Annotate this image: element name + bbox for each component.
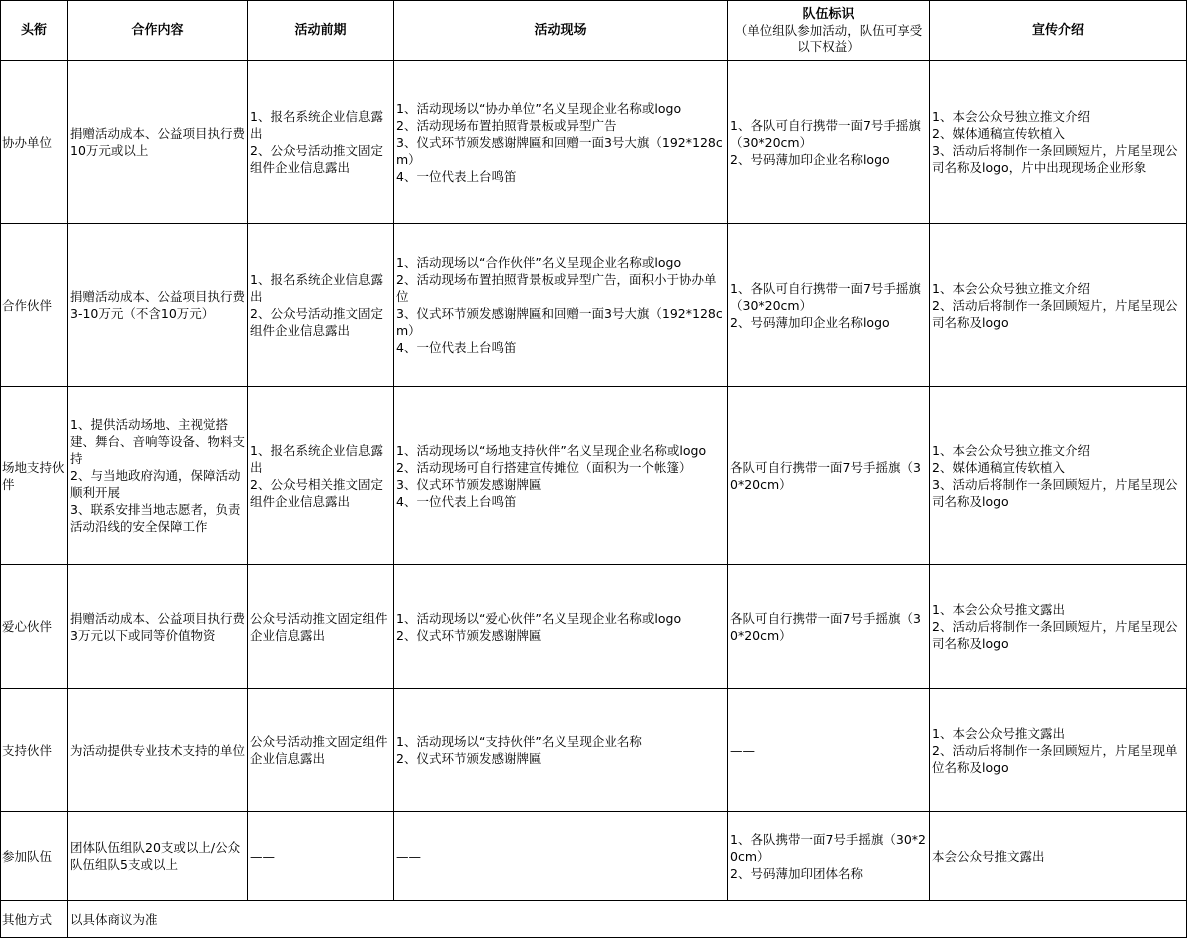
cell-line: 1、活动现场以“场地支持伙伴”名义呈现企业名称或logo <box>396 442 707 458</box>
cell-pre-event <box>248 61 394 224</box>
footer-content: 以具体商议为准 <box>68 901 1187 938</box>
row-title: 爱心伙伴 <box>1 565 68 689</box>
cell-pre-event <box>248 387 394 565</box>
cell-team-mark <box>728 565 930 689</box>
cell-line: 2、号码薄加印团体名称 <box>730 865 863 881</box>
cell-promotion <box>930 565 1187 689</box>
cell-line: 3、仪式环节颁发感谢牌匾和回赠一面3号大旗（192*128cm） <box>396 306 723 338</box>
cell-line: 2、活动现场布置拍照背景板或异型广告 <box>396 117 617 133</box>
table-row <box>1 812 1187 901</box>
cell-line: 2、仪式环节颁发感谢牌匾 <box>396 751 542 766</box>
cell-line: 1、各队携带一面7号手摇旗（30*20cm） <box>730 831 927 864</box>
cell-line: 捐赠活动成本、公益项目执行费3-10万元（不含10万元） <box>70 289 246 321</box>
cell-content <box>68 565 248 689</box>
cell-pre-event <box>248 565 394 689</box>
header-team-mark-note: （单位组队参加活动，队伍可享受以下权益） <box>734 23 923 54</box>
footer-title: 其他方式 <box>1 901 68 938</box>
header-title: 头衔 <box>1 1 68 61</box>
cell-line: 1、活动现场以“合作伙伴”名义呈现企业名称或logo <box>396 255 682 270</box>
cell-line: 公众号活动推文固定组件企业信息露出 <box>250 610 388 643</box>
header-pre-event: 活动前期 <box>248 1 394 61</box>
cell-line: 捐赠活动成本、公益项目执行费10万元或以上 <box>70 126 246 158</box>
cell-line: 1、本会公众号独立推文介绍 <box>932 280 1090 296</box>
cell-line: —— <box>250 848 275 864</box>
cell-line: 2、活动后将制作一条回顾短片，片尾呈现公司名称及logo <box>932 297 1178 330</box>
cell-line: 1、提供活动场地、主视觉搭建、舞台、音响等设备、物料支持 <box>70 417 246 466</box>
cell-team-mark <box>728 812 930 901</box>
cell-team-mark <box>728 61 930 224</box>
cell-line: 4、一位代表上台鸣笛 <box>396 493 517 509</box>
row-title: 场地支持伙伴 <box>1 387 68 565</box>
table-row <box>1 565 1187 689</box>
cell-line: 1、活动现场以“协办单位”名义呈现企业名称或logo <box>396 100 682 116</box>
cell-promotion <box>930 387 1187 565</box>
cell-line: 2、活动现场布置拍照背景板或异型广告，面积小于协办单位 <box>396 272 717 304</box>
row-title: 协办单位 <box>1 61 68 224</box>
cell-line: 1、各队可自行携带一面7号手摇旗（30*20cm） <box>730 280 921 313</box>
cell-content <box>68 61 248 224</box>
table-row <box>1 224 1187 387</box>
cell-line: 1、报名系统企业信息露出 <box>250 272 383 304</box>
cell-line: 公众号活动推文固定组件企业信息露出 <box>250 734 388 766</box>
cell-promotion <box>930 689 1187 812</box>
cell-line: 2、媒体通稿宣传软植入 <box>932 126 1065 141</box>
footer-row <box>1 901 1187 938</box>
cell-line: 2、媒体通稿宣传软植入 <box>932 459 1065 475</box>
cell-line: 1、活动现场以“爱心伙伴”名义呈现企业名称或logo <box>396 610 682 626</box>
cell-content <box>68 689 248 812</box>
table-row <box>1 61 1187 224</box>
header-promotion: 宣传介绍 <box>930 1 1187 61</box>
cell-line: 为活动提供专业技术支持的单位 <box>70 742 246 758</box>
cell-line: 3、联系安排当地志愿者，负责活动沿线的安全保障工作 <box>70 502 241 534</box>
cell-line: 3、仪式环节颁发感谢牌匾和回赠一面3号大旗（192*128cm） <box>396 134 723 167</box>
row-title: 合作伙伴 <box>1 224 68 387</box>
cell-line: 2、号码薄加印企业名称logo <box>730 151 890 167</box>
cell-pre-event <box>248 812 394 901</box>
cell-line: 1、报名系统企业信息露出 <box>250 109 383 141</box>
cell-line: —— <box>396 848 421 864</box>
cell-pre-event <box>248 689 394 812</box>
cell-line: 2、活动现场可自行搭建宣传摊位（面积为一个帐篷） <box>396 459 692 475</box>
cell-line: 4、一位代表上台鸣笛 <box>396 340 517 355</box>
cell-onsite <box>394 61 728 224</box>
cell-promotion <box>930 812 1187 901</box>
cell-line: 2、活动后将制作一条回顾短片，片尾呈现公司名称及logo <box>932 619 1178 651</box>
cell-onsite <box>394 812 728 901</box>
cell-line: 各队可自行携带一面7号手摇旗（30*20cm） <box>730 459 921 492</box>
cell-onsite <box>394 387 728 565</box>
cell-team-mark <box>728 689 930 812</box>
cell-line: 1、报名系统企业信息露出 <box>250 442 383 475</box>
cell-line: 2、公众号活动推文固定组件企业信息露出 <box>250 306 383 338</box>
cell-pre-event <box>248 224 394 387</box>
cell-content <box>68 812 248 901</box>
cell-line: 3、活动后将制作一条回顾短片，片尾呈现公司名称及logo <box>932 476 1178 509</box>
cell-line: 2、活动后将制作一条回顾短片，片尾呈现单位名称及logo <box>932 742 1178 775</box>
cell-line: —— <box>730 742 755 758</box>
cell-content <box>68 387 248 565</box>
cell-line: 2、仪式环节颁发感谢牌匾 <box>396 627 542 643</box>
cell-line: 捐赠活动成本、公益项目执行费3万元以下或同等价值物资 <box>70 610 246 643</box>
cell-promotion <box>930 224 1187 387</box>
cell-line: 1、本会公众号独立推文介绍 <box>932 442 1090 458</box>
table-row <box>1 387 1187 565</box>
cell-line: 2、号码薄加印企业名称logo <box>730 314 890 330</box>
cell-line: 3、活动后将制作一条回顾短片，片尾呈现公司名称及logo，片中出现现场企业形象 <box>932 143 1178 175</box>
cell-line: 团体队伍组队20支或以上/公众队伍组队5支或以上 <box>70 840 241 872</box>
cell-line: 1、各队可自行携带一面7号手摇旗（30*20cm） <box>730 117 921 150</box>
cell-line: 2、公众号活动推文固定组件企业信息露出 <box>250 143 383 175</box>
cell-line: 1、本会公众号推文露出 <box>932 725 1065 741</box>
header-onsite: 活动现场 <box>394 1 728 61</box>
cell-line: 1、本会公众号独立推文介绍 <box>932 109 1090 124</box>
cell-line: 4、一位代表上台鸣笛 <box>396 168 517 184</box>
row-title: 参加队伍 <box>1 812 68 901</box>
header-content: 合作内容 <box>68 1 248 61</box>
cell-team-mark <box>728 224 930 387</box>
cell-line: 本会公众号推文露出 <box>932 848 1045 864</box>
header-team-mark: 队伍标识 （单位组队参加活动，队伍可享受以下权益） <box>728 1 930 61</box>
cell-line: 各队可自行携带一面7号手摇旗（30*20cm） <box>730 610 921 643</box>
cell-content <box>68 224 248 387</box>
cell-onsite <box>394 689 728 812</box>
header-row <box>1 1 1187 61</box>
table-row <box>1 689 1187 812</box>
cell-promotion <box>930 61 1187 224</box>
cell-line: 1、本会公众号推文露出 <box>932 602 1065 617</box>
cell-team-mark <box>728 387 930 565</box>
cell-onsite <box>394 565 728 689</box>
cell-line: 2、与当地政府沟通，保障活动顺利开展 <box>70 468 241 500</box>
cell-line: 3、仪式环节颁发感谢牌匾 <box>396 476 542 492</box>
cell-line: 1、活动现场以“支持伙伴”名义呈现企业名称 <box>396 734 642 749</box>
cell-line: 2、公众号相关推文固定组件企业信息露出 <box>250 476 383 509</box>
cell-onsite <box>394 224 728 387</box>
row-title: 支持伙伴 <box>1 689 68 812</box>
